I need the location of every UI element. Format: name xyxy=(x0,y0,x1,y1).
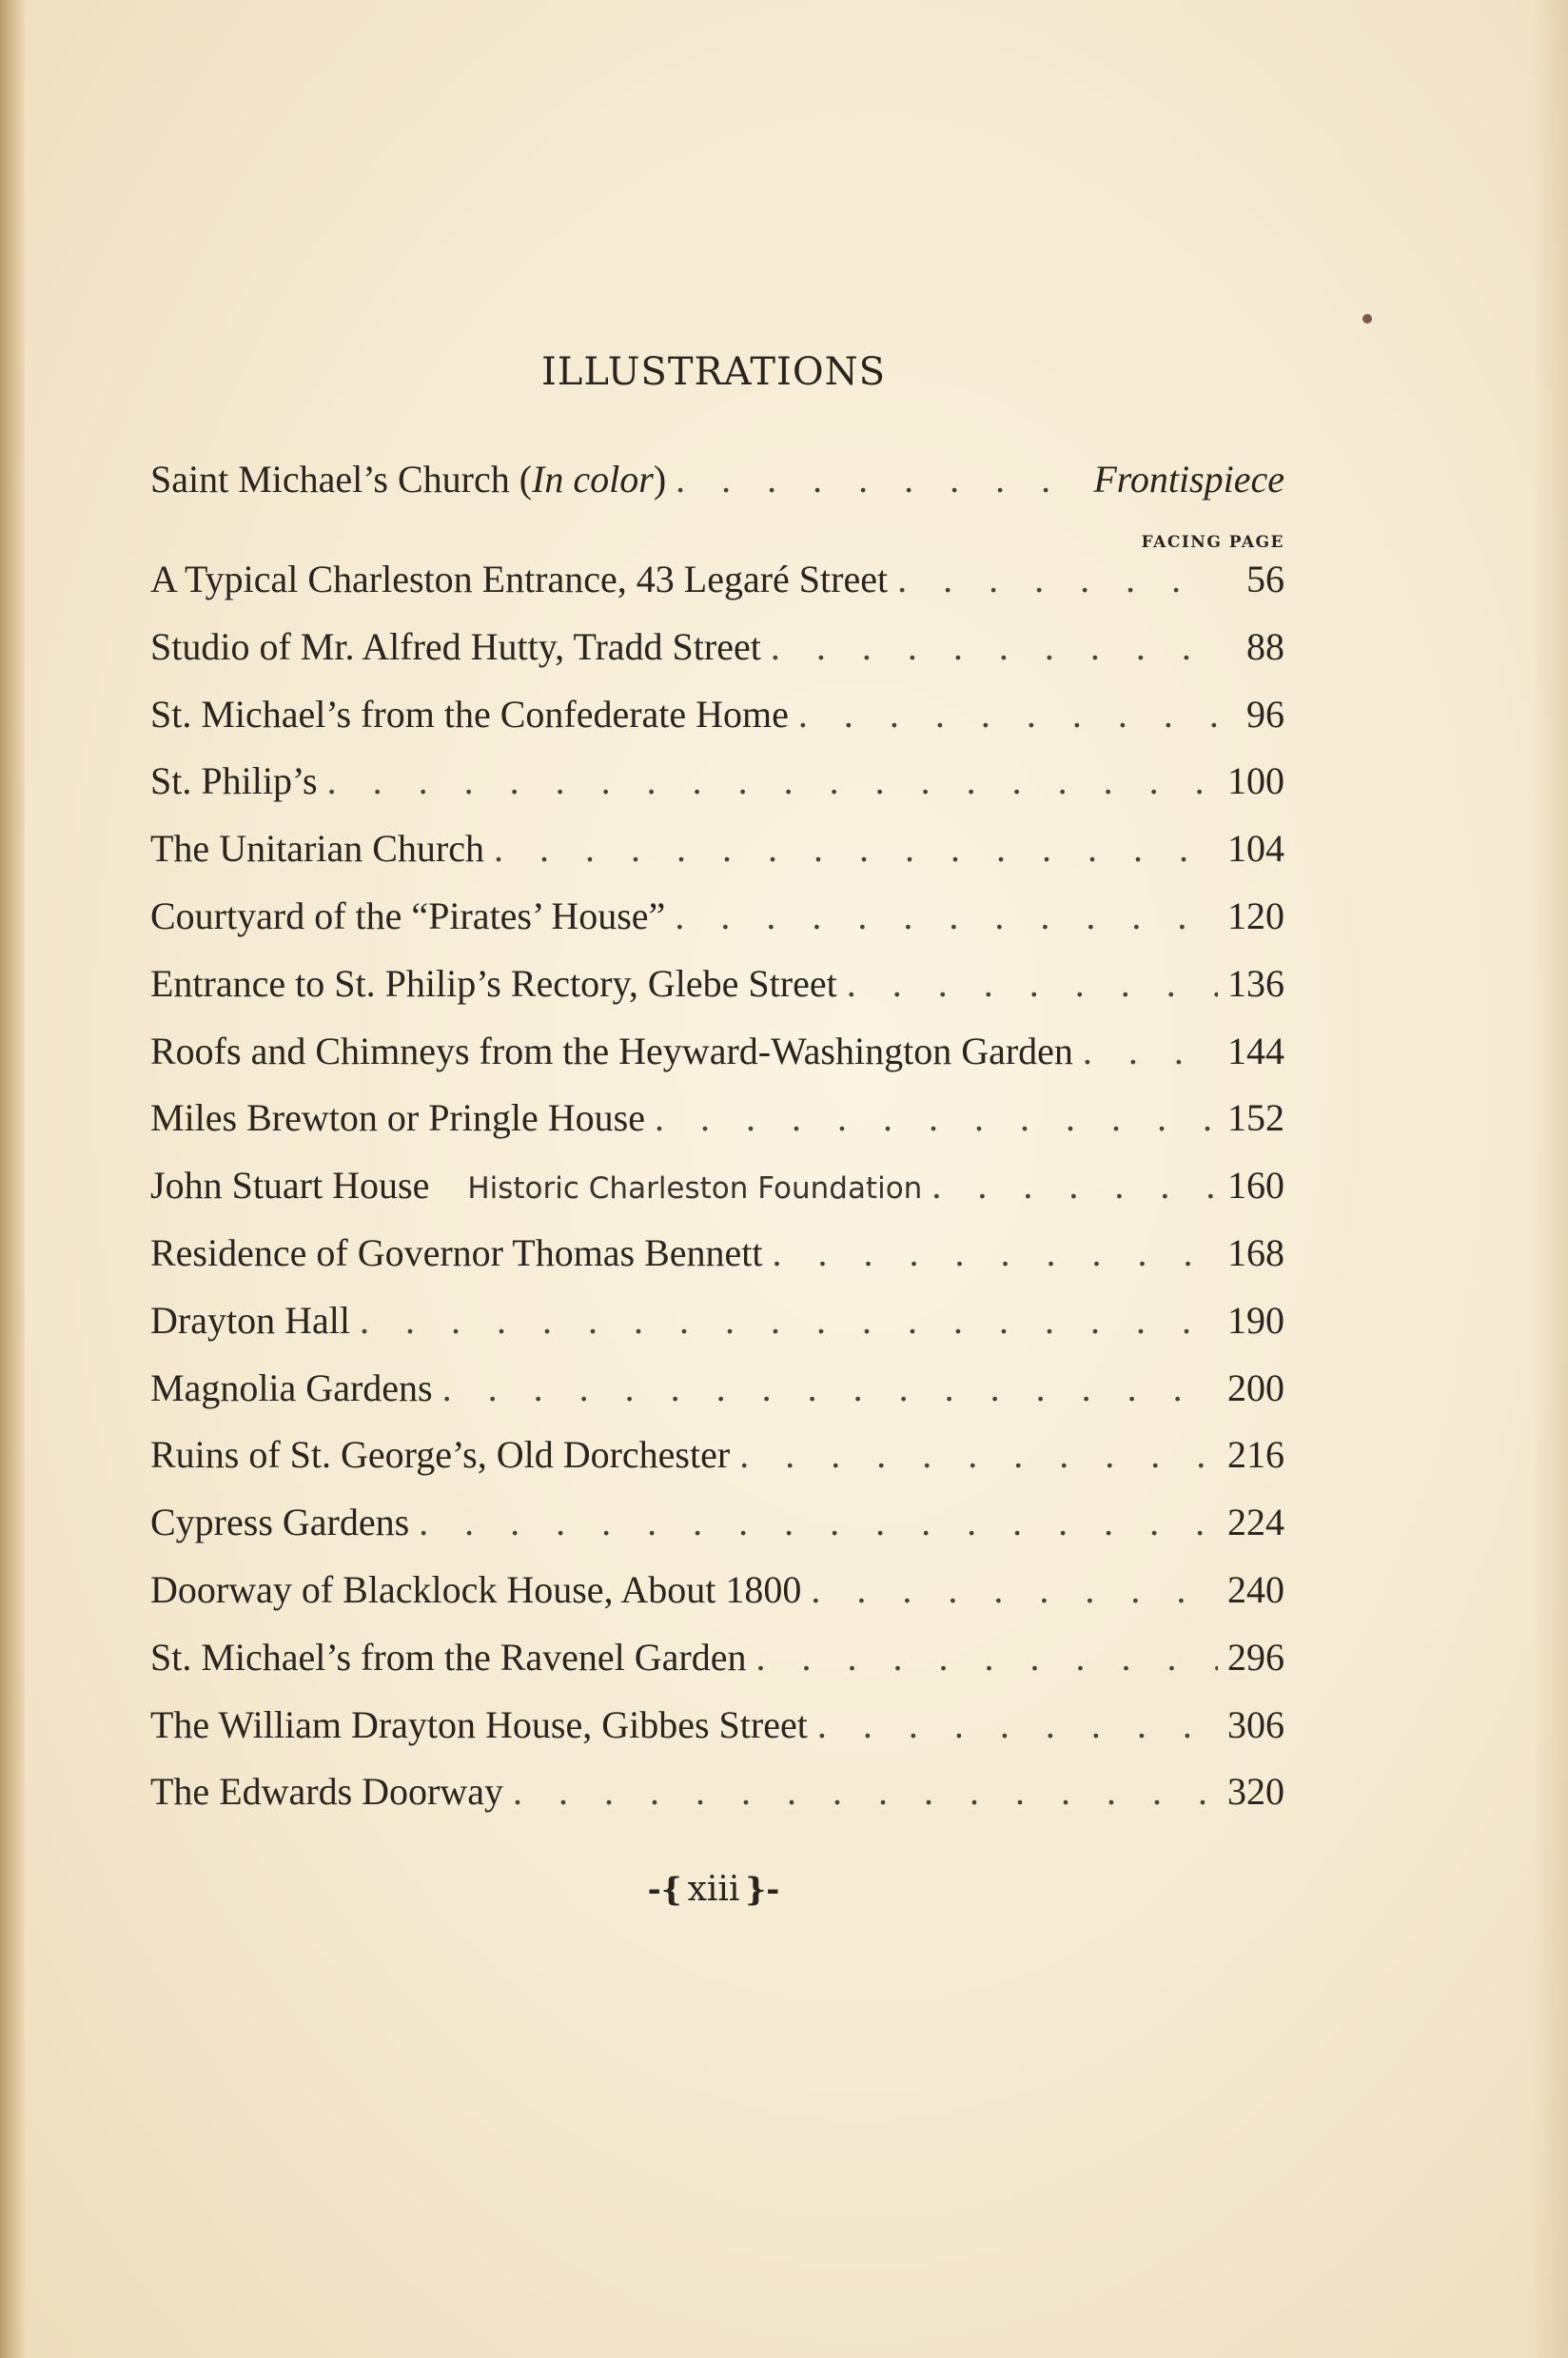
illustration-title: A Typical Charleston Entrance, 43 Legaré Street xyxy=(150,558,889,600)
list-item xyxy=(150,614,1284,681)
dot-leaders xyxy=(494,815,1218,883)
illustration-title: Drayton Hall xyxy=(150,1298,350,1342)
list-item xyxy=(150,1287,1284,1355)
facing-page-number: 240 xyxy=(1227,1567,1284,1611)
illustration-title: Miles Brewton or Pringle House xyxy=(150,1096,645,1140)
illustration-title: Courtyard of the “Pirates’ House” xyxy=(150,894,666,937)
dot-leaders xyxy=(655,1085,1218,1152)
facing-page-number: 168 xyxy=(1227,1230,1284,1274)
frontispiece-title: Saint Michael’s Church (In color) xyxy=(150,458,667,501)
list-item xyxy=(150,748,1284,815)
dot-leaders xyxy=(771,614,1218,681)
list-item xyxy=(150,1557,1284,1624)
list-item xyxy=(150,883,1284,951)
facing-page-number: 306 xyxy=(1227,1702,1284,1746)
illustration-title: The William Drayton House, Gibbes Street xyxy=(150,1702,808,1746)
list-item xyxy=(150,681,1284,749)
page-folio xyxy=(0,1870,1427,1909)
illustration-title: Doorway of Blacklock House, About 1800 xyxy=(150,1567,802,1611)
page-edge-shade xyxy=(1530,0,1568,2358)
illustration-title: Residence of Governor Thomas Bennett xyxy=(150,1230,763,1274)
dot-leaders xyxy=(513,1759,1218,1826)
facing-page-label: FACING PAGE xyxy=(1141,533,1284,552)
facing-page-number: 224 xyxy=(1227,1501,1284,1544)
facing-page-number: 200 xyxy=(1227,1366,1284,1409)
illustration-title: Studio of Mr. Alfred Hutty, Tradd Street xyxy=(150,624,761,668)
folio-number: xiii xyxy=(687,1870,740,1909)
illustration-title: Roofs and Chimneys from the Heyward-Washington Garden xyxy=(150,1029,1073,1072)
overlay-credit-text: Historic Charleston Foundation xyxy=(467,1171,923,1207)
list-item xyxy=(150,1152,1284,1220)
facing-page-number: 216 xyxy=(1227,1433,1284,1477)
illustration-title: The Edwards Doorway xyxy=(150,1770,503,1814)
illustration-title: Cypress Gardens xyxy=(150,1501,410,1544)
paper-speck xyxy=(1362,314,1372,324)
dot-leaders xyxy=(897,546,1218,614)
facing-page-number: 120 xyxy=(1227,894,1284,937)
dot-leaders xyxy=(817,1692,1218,1759)
page-title: ILLUSTRATIONS xyxy=(540,350,887,394)
dot-leaders xyxy=(442,1355,1218,1423)
dot-leaders xyxy=(773,1220,1218,1287)
list-item xyxy=(150,1624,1284,1692)
dot-leaders xyxy=(1083,1018,1218,1086)
illustration-title: John Stuart House xyxy=(150,1164,430,1208)
left-ornament: -{ xyxy=(647,1871,682,1909)
facing-page-number: 96 xyxy=(1246,692,1284,736)
illustration-title: St. Michael’s from the Confederate Home xyxy=(150,692,789,736)
facing-page-number: 88 xyxy=(1246,624,1284,668)
frontispiece-entry xyxy=(150,457,1284,510)
dot-leaders xyxy=(675,883,1218,951)
illustration-title: St. Michael’s from the Ravenel Garden xyxy=(150,1635,747,1679)
list-item xyxy=(150,1489,1284,1557)
list-item xyxy=(150,546,1284,614)
illustration-list xyxy=(150,546,1284,1826)
facing-page-number: 56 xyxy=(1246,558,1284,600)
right-ornament: }- xyxy=(745,1871,780,1909)
list-item xyxy=(150,1018,1284,1086)
dot-leaders xyxy=(798,681,1218,749)
facing-page-number: 296 xyxy=(1227,1635,1284,1679)
illustration-title: The Unitarian Church xyxy=(150,827,484,871)
dot-leaders xyxy=(847,951,1218,1018)
illustration-title: St. Philip’s xyxy=(150,759,318,803)
list-item xyxy=(150,951,1284,1018)
dot-leaders xyxy=(327,748,1218,815)
list-item xyxy=(150,1692,1284,1759)
dot-leaders xyxy=(755,1624,1218,1692)
facing-page-number: 100 xyxy=(1227,759,1284,803)
facing-page-number: 190 xyxy=(1227,1298,1284,1342)
facing-page-number: 104 xyxy=(1227,827,1284,871)
illustration-title: Magnolia Gardens xyxy=(150,1366,433,1409)
dot-leaders xyxy=(811,1557,1218,1624)
facing-page-number: 320 xyxy=(1227,1770,1284,1814)
dot-leaders xyxy=(419,1489,1218,1557)
list-item xyxy=(150,1759,1284,1826)
facing-page-number: 152 xyxy=(1227,1096,1284,1140)
list-item xyxy=(150,1220,1284,1287)
facing-page-number: 136 xyxy=(1227,961,1284,1005)
dot-leaders xyxy=(931,1152,1218,1220)
list-item xyxy=(150,1422,1284,1489)
illustration-title: Ruins of St. George’s, Old Dorchester xyxy=(150,1433,731,1477)
facing-page-number: 144 xyxy=(1227,1029,1284,1072)
list-item xyxy=(150,1355,1284,1423)
frontispiece-page-ref: Frontispiece xyxy=(1093,458,1284,501)
illustration-title: Entrance to St. Philip’s Rectory, Glebe Street xyxy=(150,961,837,1005)
dot-leaders xyxy=(360,1287,1218,1355)
dot-leaders xyxy=(739,1422,1218,1489)
list-item xyxy=(150,815,1284,883)
facing-page-number: 160 xyxy=(1227,1164,1284,1208)
dot-leaders xyxy=(676,457,1084,501)
list-item xyxy=(150,1085,1284,1152)
